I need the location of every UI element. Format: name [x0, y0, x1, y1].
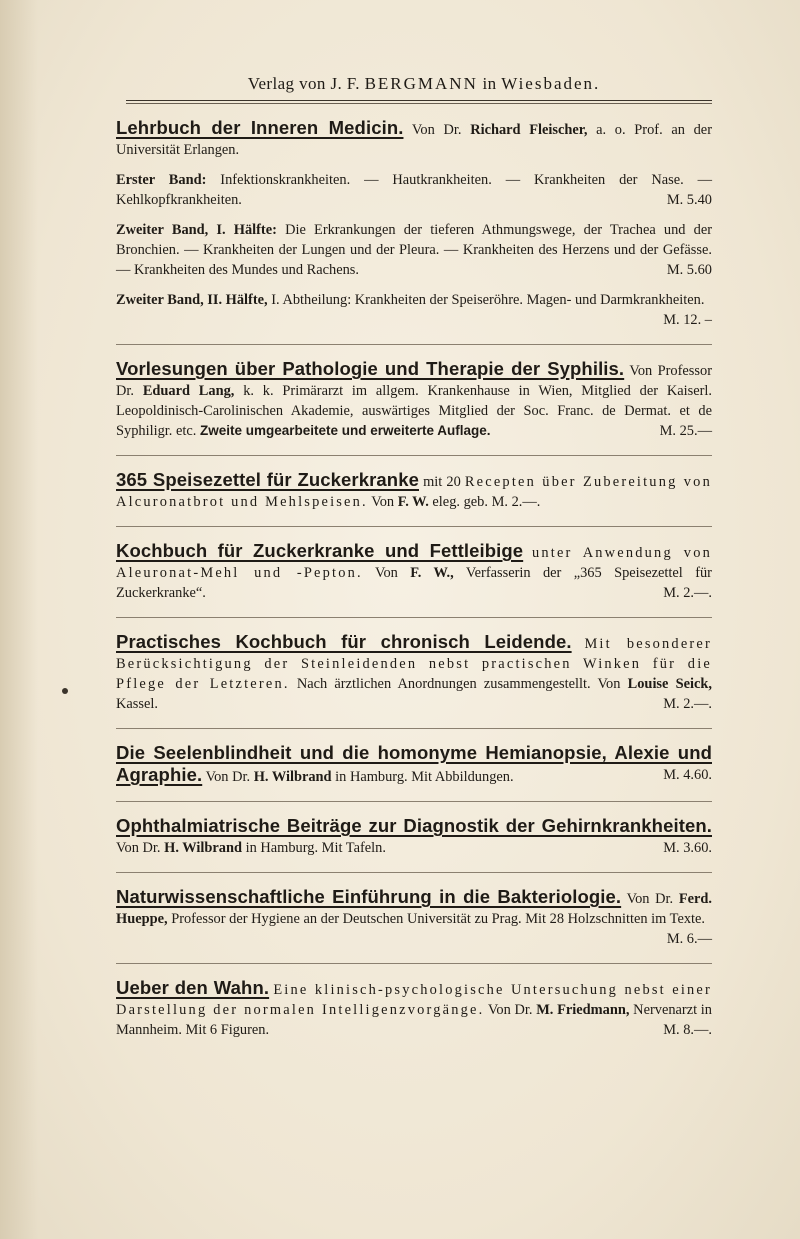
book-title: Die Seelenblindheit und die homonyme Hemianopsie, Alexie und Agraphie. [116, 742, 712, 785]
author-name: H. Wilbrand [164, 840, 242, 856]
price: M. 3.60. [663, 840, 712, 856]
book-entry-seelenblindheit: Die Seelenblindheit und die homonyme Hemianopsie, Alexie und Agraphie. Von Dr. H. Wilbrand in Hamburg. Mit Abbildungen. M. 4.60. [116, 742, 712, 785]
header-rule-thin [126, 103, 712, 104]
divider [116, 728, 712, 729]
price: M. 2.—. [663, 585, 712, 601]
volume-2-part-1: Zweiter Band, I. Hälfte: Die Erkrankungen der tieferen Athmungswege, der Trachea und der Bronchien. — Krankheiten der Lungen und der Pleura. — Krankheiten des Herzens und der Gefässe. — Krankheiten des Mundes und Rachens. M. 5.60 [116, 222, 712, 278]
divider [116, 617, 712, 618]
book-title: Lehrbuch der Inneren Medicin. [116, 117, 404, 138]
book-entry-lehrbuch: Lehrbuch der Inneren Medicin. Von Dr. Richard Fleischer, a. o. Prof. an der Universität Erlangen. Erster Band: Infektionskrankheiten. — Hautkrankheiten. — Krankheiten der Nase. — Kehlkopfkrankheiten. M. 5.40 Zweiter Band, I. Hälfte: Die Erkrankungen der tieferen Athmungswege, der Trachea und der Bronchien. — Krankheiten der Lungen und der Pleura. — Krankheiten des Herzens und der Gefässe. — Krankheiten des Mundes und Rachens. M. 5.60 Zweiter Band, II. Hälfte, I. Abtheilung: Krankheiten der Speiseröhre. Magen- und Darmkrankheiten. M. 12. – [116, 117, 712, 328]
divider [116, 526, 712, 527]
author-name: H. Wilbrand [253, 769, 332, 785]
print-speck [62, 688, 68, 694]
book-entry-kochbuch-zuckerkranke: Kochbuch für Zuckerkranke und Fettleibige unter Anwendung von Aleuronat-Mehl und -Pepton. Von F. W., Verfasserin der „365 Speisezettel für Zuckerkranke“. M. 2.—. [116, 540, 712, 601]
book-title: Practisches Kochbuch für chronisch Leidende. [116, 631, 572, 652]
advertisement-column [116, 74, 712, 1054]
divider [116, 455, 712, 456]
publisher-header: Verlag von J. F. BERGMANN in Wiesbaden. [247, 74, 601, 93]
author-name: F. W. [397, 494, 429, 510]
book-entry-wahn: Ueber den Wahn. Eine klinisch-psychologische Untersuchung nebst einer Darstellung der normalen Intelligenzvorgänge. Von Dr. M. Friedmann, Nervenarzt in Mannheim. Mit 6 Figuren. M. 8.—. [116, 977, 712, 1038]
book-entry-bakteriologie: Naturwissenschaftliche Einführung in die Bakteriologie. Von Dr. Ferd. Hueppe, Professor der Hygiene an der Deutschen Universität zu Prag. Mit 28 Holzschnitten im Texte. M. 6.— [116, 886, 712, 947]
book-title: Ophthalmiatrische Beiträge zur Diagnostik der Gehirnkrankheiten. [116, 815, 712, 836]
author-name: Richard Fleischer, [470, 122, 588, 138]
author-name: M. Friedmann, [536, 1002, 630, 1018]
price: M. 5.40 [666, 192, 712, 208]
price: M. 12. – [663, 312, 712, 328]
price: M. 8.—. [663, 1022, 712, 1038]
volume-2-part-2: Zweiter Band, II. Hälfte, I. Abtheilung: Krankheiten der Speiseröhre. Magen- und Darmkrankheiten. M. 12. – [116, 292, 712, 328]
book-entry-ophthalmiatrische: Ophthalmiatrische Beiträge zur Diagnostik der Gehirnkrankheiten. Von Dr. H. Wilbrand in Hamburg. Mit Tafeln. M. 3.60. [116, 815, 712, 856]
divider [116, 344, 712, 345]
price: M. 6.— [666, 931, 712, 947]
price: M. 2.—. [663, 696, 712, 712]
author-name: Ferd. Hueppe, [116, 891, 712, 927]
edition-note: Zweite umgearbeitete und erweiterte Auflage. [199, 423, 491, 438]
book-title: Vorlesungen über Pathologie und Therapie der Syphilis. [116, 358, 625, 379]
book-title: 365 Speisezettel für Zuckerkranke [116, 469, 419, 490]
book-title: Ueber den Wahn. [116, 977, 270, 998]
price: M. 5.60 [666, 262, 712, 278]
price: M. 25.— [659, 423, 712, 439]
divider [116, 801, 712, 802]
book-title: Kochbuch für Zuckerkranke und Fettleibige [116, 540, 524, 561]
author-name: Louise Seick, [627, 676, 712, 692]
book-entry-speisezettel: 365 Speisezettel für Zuckerkranke mit 20 Recepten über Zubereitung von Alcuronatbrot und Mehlspeisen. Von F. W. eleg. geb. M. 2.—. [116, 469, 712, 510]
book-entry-syphilis: Vorlesungen über Pathologie und Therapie der Syphilis. Von Professor Dr. Eduard Lang, k. k. Primärarzt im allgem. Krankenhause in Wien, Mitglied der Kaiserl. Leopoldinisch-Carolinischen Akademie, auswärtiges Mitglied der Soc. Franc. de Dermat. et de Syphiligr. etc. Zweite umgearbeitete und erweiterte Auflage. M. 25.— [116, 358, 713, 439]
book-entry-practisches-kochbuch: Practisches Kochbuch für chronisch Leidende. Mit besonderer Berücksichtigung der Steinleidenden nebst practischen Winken für die Pflege der Letzteren. Nach ärztlichen Anordnungen zusammengestellt. Von Louise Seick, Kassel. M. 2.—. [116, 631, 712, 712]
volume-1: Erster Band: Infektionskrankheiten. — Hautkrankheiten. — Krankheiten der Nase. — Kehlkopfkrankheiten. M. 5.40 [116, 172, 712, 208]
price: M. 4.60. [663, 767, 712, 783]
price: M. 2.—. [491, 494, 541, 510]
divider [116, 872, 712, 873]
author-name: F. W., [410, 565, 454, 581]
divider [116, 963, 712, 964]
book-title: Naturwissenschaftliche Einführung in die Bakteriologie. [116, 886, 622, 907]
header-rule [126, 100, 712, 101]
author-name: Eduard Lang, [142, 383, 235, 399]
page-edge-shadow [0, 0, 38, 1239]
